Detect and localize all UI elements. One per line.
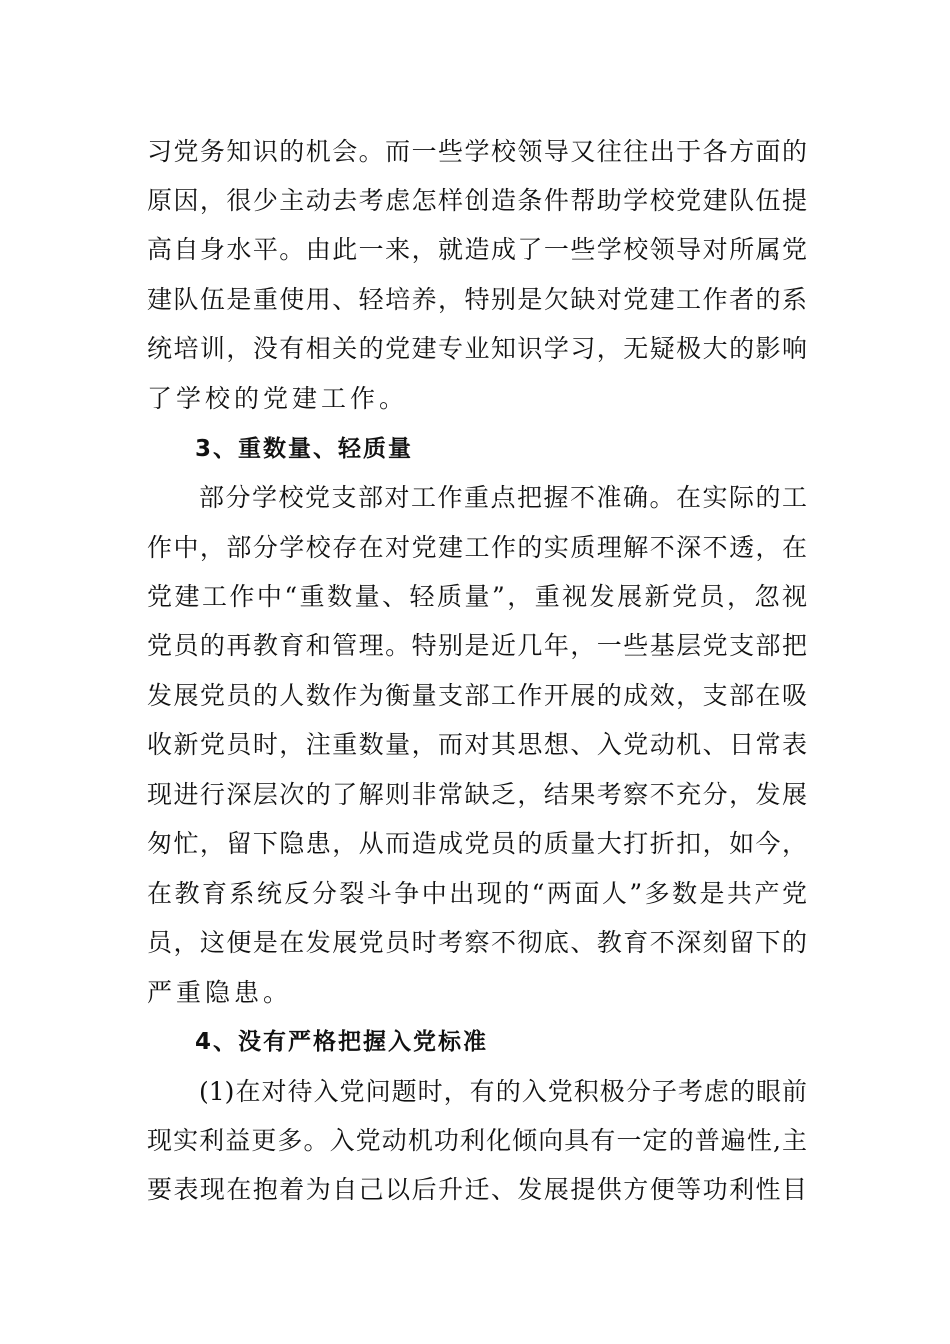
paragraph-line: 部分学校党支部对工作重点把握不准确。在实际的工	[199, 483, 807, 512]
paragraph-line: 了学校的党建工作。	[147, 384, 409, 413]
paragraph-line: 匆忙，留下隐患，从而造成党员的质量大打折扣，如今，	[147, 829, 807, 858]
paragraph-line: 党员的再教育和管理。特别是近几年，一些基层党支部把	[147, 631, 807, 660]
section-heading-3: 3、重数量、轻质量	[195, 436, 414, 462]
paragraph-line: (1)在对待入党问题时，有的入党积极分子考虑的眼前	[199, 1077, 807, 1106]
paragraph-line: 在教育系统反分裂斗争中出现的“两面人”多数是共产党	[147, 879, 807, 908]
paragraph-line: 原因，很少主动去考虑怎样创造条件帮助学校党建队伍提	[147, 186, 807, 215]
paragraph-line: 统培训，没有相关的党建专业知识学习，无疑极大的影响	[147, 334, 807, 363]
section-heading-4: 4、没有严格把握入党标准	[195, 1029, 489, 1055]
paragraph-line: 习党务知识的机会。而一些学校领导又往往出于各方面的	[147, 137, 807, 166]
paragraph-line: 建队伍是重使用、轻培养，特别是欠缺对党建工作者的系	[147, 285, 807, 314]
paragraph-line: 现实利益更多。入党动机功利化倾向具有一定的普遍性,主	[147, 1126, 807, 1155]
paragraph-line: 党建工作中“重数量、轻质量”，重视发展新党员，忽视	[147, 582, 807, 611]
paragraph-line: 发展党员的人数作为衡量支部工作开展的成效，支部在吸	[147, 681, 807, 710]
paragraph-line: 现进行深层次的了解则非常缺乏，结果考察不充分，发展	[147, 780, 807, 809]
paragraph-line: 员，这便是在发展党员时考察不彻底、教育不深刻留下的	[147, 928, 807, 957]
paragraph-line: 高自身水平。由此一来，就造成了一些学校领导对所属党	[147, 235, 807, 264]
paragraph-line: 作中，部分学校存在对党建工作的实质理解不深不透，在	[147, 533, 807, 562]
paragraph-line: 要表现在抱着为自己以后升迁、发展提供方便等功利性目	[147, 1175, 807, 1204]
paragraph-line: 收新党员时，注重数量，而对其思想、入党动机、日常表	[147, 730, 807, 759]
paragraph-line: 严重隐患。	[147, 978, 293, 1007]
